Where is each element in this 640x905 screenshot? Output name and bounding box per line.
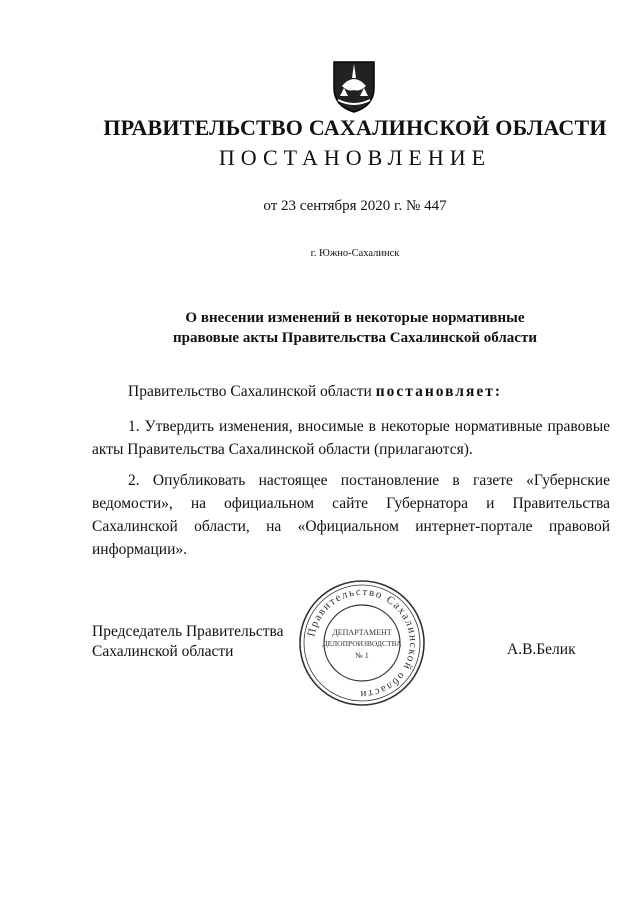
subject-line-2: правовые акты Правительства Сахалинской области — [173, 330, 537, 346]
subject-line-1: О внесении изменений в некоторые нормативные — [185, 310, 525, 326]
document-date-number: от 23 сентября 2020 г. № 447 — [263, 198, 447, 214]
resolution-item-2: 2. Опубликовать настоящее постановление в газете «Губернские ведомости», на официальном сайте Губернатора и Правительства Сахалинской области, на «Официальном интернет-портале правовой информации». — [92, 472, 610, 558]
stamp-center-line-1: ДЕПАРТАМЕНТ — [332, 628, 392, 637]
signatory-title — [92, 622, 284, 662]
signatory-name: А.В.Белик — [507, 641, 576, 658]
document-subject — [150, 308, 560, 348]
signatory-title-line-2: Сахалинской области — [92, 643, 234, 660]
signatory-title-line-1: Председатель Правительства — [92, 623, 284, 640]
stamp-ring-textpath: Правительство Сахалинской области — [305, 585, 420, 701]
stamp-center-line-3: № 1 — [355, 651, 369, 660]
coat-of-arms-icon — [330, 58, 378, 114]
organization-title: ПРАВИТЕЛЬСТВО САХАЛИНСКОЙ ОБЛАСТИ — [103, 115, 607, 140]
official-stamp-icon — [296, 577, 428, 709]
intro-verb: постановляет: — [375, 383, 503, 400]
document-city: г. Южно-Сахалинск — [310, 248, 400, 259]
stamp-center-line-2: ДЕЛОПРОИЗВОДСТВА — [322, 639, 402, 648]
resolution-item-1: 1. Утвердить изменения, вносимые в некоторые нормативные правовые акты Правительства Сахалинской области (прилагаются). — [92, 418, 610, 458]
intro-prefix: Правительство Сахалинской области — [128, 383, 376, 400]
resolution-intro — [128, 383, 608, 401]
document-type-heading: ПОСТАНОВЛЕНИЕ — [218, 145, 492, 170]
